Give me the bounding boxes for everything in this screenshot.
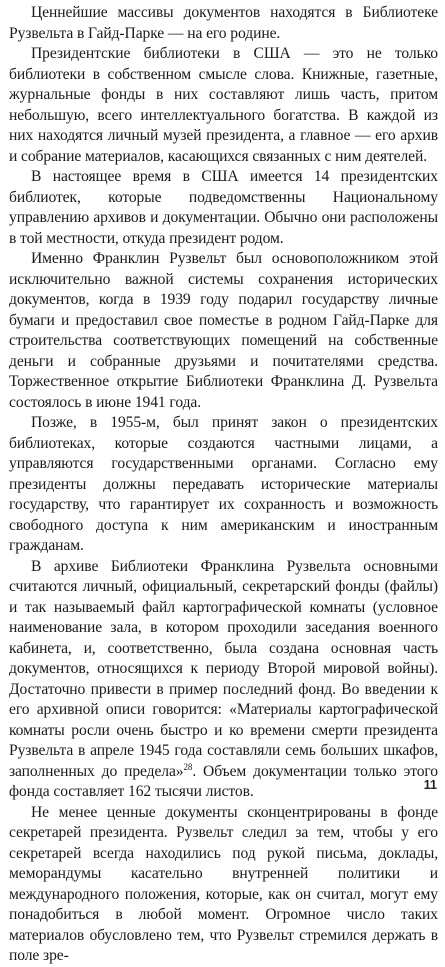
paragraph-1 [9, 3, 438, 44]
page-number: 11 [423, 778, 437, 792]
paragraph-3-text: В настоящее время в США имеется 14 президентских библиотек, которые подведомственны Национальному управлению архивов и документации. Обычно они расположены в той местности, откуда президент родом. [9, 168, 438, 247]
paragraph-2 [9, 44, 438, 167]
paragraph-5-text: Позже, в 1955-м, был принят закон о президентских библиотеках, которые создаются частными лицами, а управляются государственными органами. Согласно ему президенты должны передавать исторические материалы государству, что гарантирует их сохранность и возможность свободного доступа к ним американским и иностранным гражданам. [9, 414, 438, 554]
paragraph-7 [9, 803, 438, 967]
paragraph-2-text: Президентские библиотеки в США — это не только библиотеки в собственном смысле слова. Книжные, газетные, журнальные фонды в них составляют лишь часть, притом небольшую, всего интеллектуального богатства. В каждой из них находятся личный музей президента, а главное — его архив и собрание материалов, касающихся связанных с ним деятелей. [9, 45, 438, 165]
paragraph-4-text: Именно Франклин Рузвельт был основоположником этой исключительно важной системы сохранения исторических документов, когда в 1939 году подарил государству личные бумаги и предоставил свое поместье в родном Гайд-Парке для строительства соответствующих помещений на собственные деньги и собранные друзьями и почитателями средства. Торжественное открытие Библиотеки Франклина Д. Рузвельта состоялось в июне 1941 года. [9, 250, 438, 411]
book-page [9, 3, 438, 967]
paragraph-6 [9, 557, 438, 803]
paragraph-7-text: Не менее ценные документы сконцентрированы в фонде секретарей президента. Рузвельт следил за тем, чтобы у его секретарей всегда находились под рукой письма, доклады, меморандумы касательно внутренней политики и международного положения, которые, как он считал, могут ему понадобиться в любой момент. Огромное число таких материалов обусловлено тем, что Рузвельт стремился держать в поле зре- [9, 803, 438, 964]
paragraph-3 [9, 167, 438, 249]
paragraph-4 [9, 249, 438, 413]
paragraph-5 [9, 413, 438, 557]
paragraph-1-text: Ценнейшие массивы документов находятся в Библиотеке Рузвельта в Гайд-Парке — на его родине. [9, 4, 438, 42]
paragraph-6-text-after: . Объем документации только этого фонда составляет 162 тысячи листов. [9, 762, 439, 800]
paragraph-6-text: В архиве Библиотеки Франклина Рузвельта основными считаются личный, официальный, секретарский фонды (файлы) и так называемый файл картографической комнаты (условное наименование зала, в котором проходили заседания военного кабинета, и, соответственно, была создана основная часть документов, относящихся к периоду Второй мировой войны). Достаточно привести в пример последний фонд. Во введении к его архивной описи говорится: «Материалы картографической комнаты росли очень быстро и ко времени смерти президента Рузвельта в апреле 1945 года составляли семь больших шкафов, заполненных до предела» [9, 557, 438, 780]
footnote-marker[interactable]: 28 [183, 761, 193, 772]
